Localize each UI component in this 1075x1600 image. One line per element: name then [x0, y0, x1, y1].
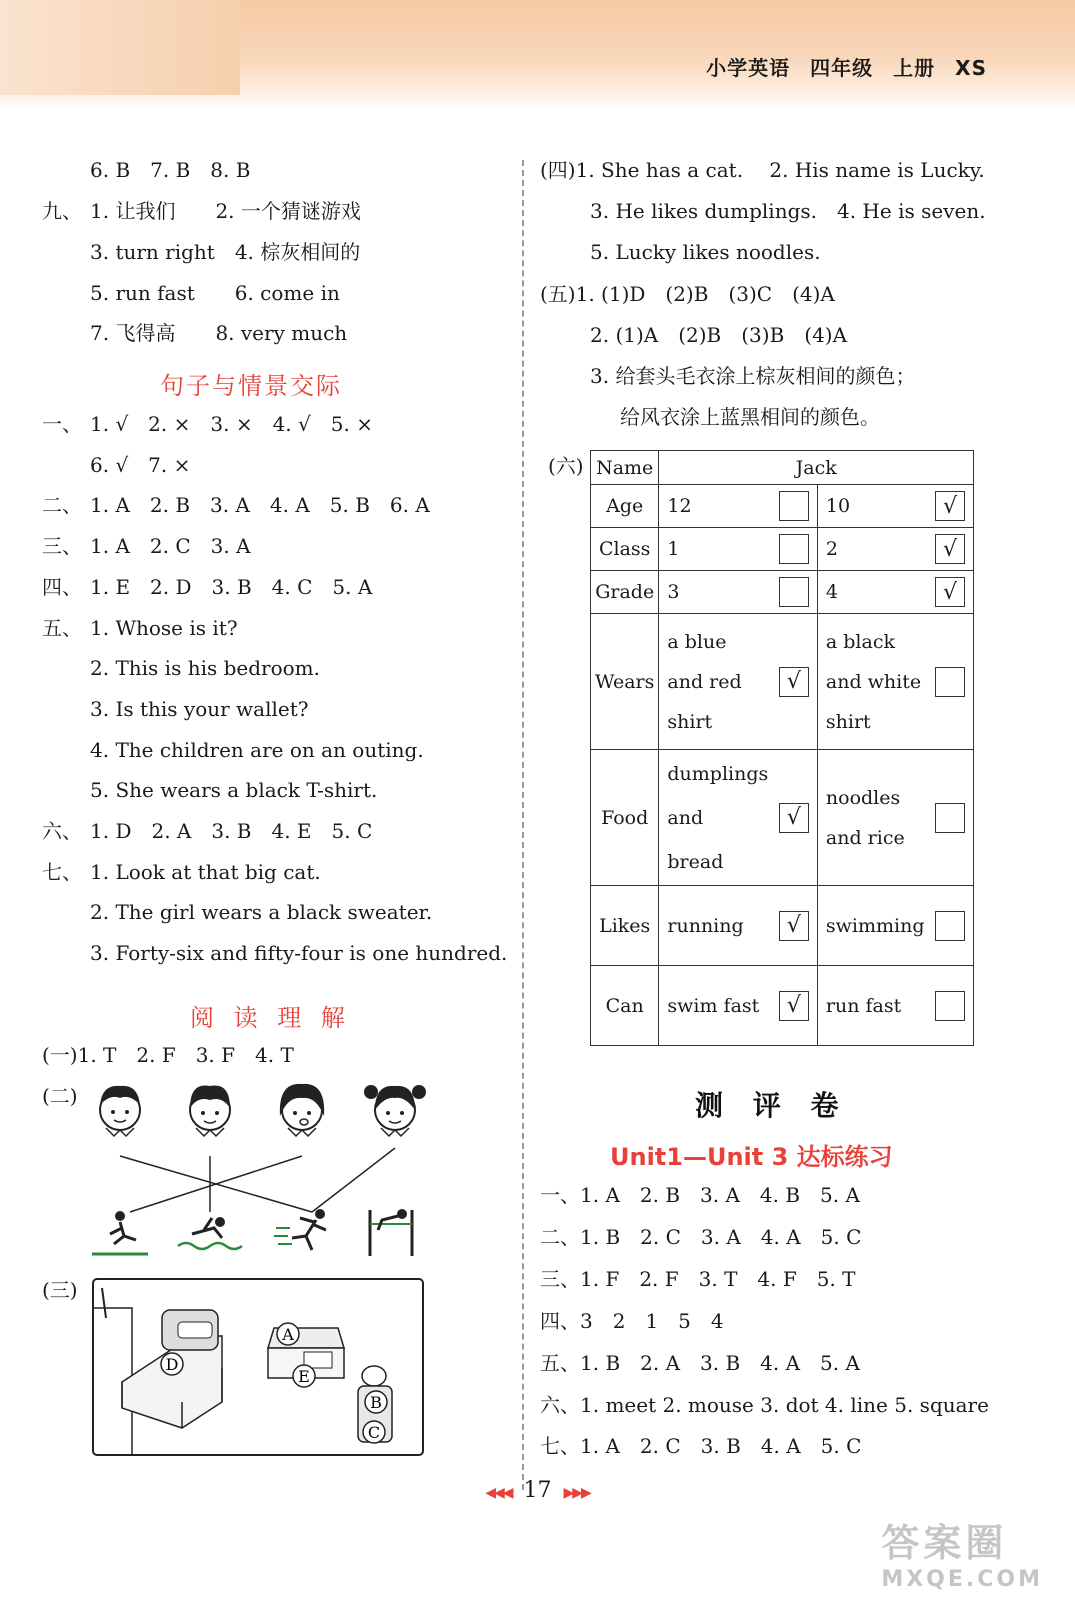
cell-text: shirt [667, 710, 713, 733]
cell-text: a black [825, 630, 895, 653]
running-icon [274, 1209, 326, 1250]
cell-text: and red [667, 670, 742, 693]
table-row [591, 750, 974, 886]
table-row [591, 966, 974, 1046]
answer-line: 二、1. B 2. C 3. A 4. A 5. C [540, 1225, 862, 1249]
checkbox[interactable] [779, 534, 809, 564]
cell-text: 10 [825, 495, 851, 517]
svg-text:C: C [367, 1423, 381, 1442]
cell-text: swimming [825, 914, 925, 937]
answer-line: (五)1. (1)D (2)B (3)C (4)A [540, 282, 835, 306]
answer-line: 4. The children are on an outing. [90, 738, 424, 762]
match-line [312, 1148, 395, 1212]
checkbox[interactable] [935, 667, 965, 697]
answer-line: 3. Forty-six and fifty-four is one hundred. [90, 941, 508, 965]
section-marker: 四、 [42, 575, 82, 599]
table-row [591, 571, 974, 614]
section-marker: 九、 [42, 199, 82, 223]
cell-text: and rice [825, 826, 905, 849]
checkbox[interactable]: √ [935, 534, 965, 564]
info-table [590, 450, 974, 1046]
answer-line: 1. D 2. A 3. B 4. E 5. C [90, 819, 373, 843]
section-marker: 七、 [42, 860, 82, 884]
checkbox[interactable]: √ [779, 803, 809, 833]
answer-line: 六、1. meet 2. mouse 3. dot 4. line 5. square [540, 1393, 989, 1417]
checkbox[interactable] [935, 911, 965, 941]
swimming-icon [178, 1217, 242, 1249]
checkbox[interactable] [935, 803, 965, 833]
answer-label: (六) [548, 454, 584, 478]
answer-line: 给风衣涂上蓝黑相间的颜色。 [620, 405, 880, 429]
boy-face-icon [100, 1086, 140, 1136]
svg-text:E: E [298, 1367, 310, 1386]
answer-line: 5. Lucky likes noodles. [590, 240, 821, 264]
cell-text: 12 [667, 495, 692, 517]
header-edition: XS [955, 56, 987, 80]
girl-face-icon [280, 1084, 324, 1136]
answer-line: 1. E 2. D 3. B 4. C 5. A [90, 575, 373, 599]
checkbox[interactable]: √ [779, 911, 809, 941]
column-divider [522, 160, 524, 1490]
table-row [591, 886, 974, 966]
answer-line: 四、3 2 1 5 4 [540, 1309, 724, 1333]
match-line [130, 1156, 302, 1212]
unit-title: Unit1—Unit 3 达标练习 [610, 1143, 893, 1171]
header-info [686, 52, 987, 81]
checkbox[interactable]: √ [779, 667, 809, 697]
header-grade: 四年级 [810, 56, 874, 80]
table-row [591, 485, 974, 528]
cell-text: dumplings [667, 762, 769, 785]
high-jump-icon [370, 1209, 412, 1256]
row-label: Grade [591, 571, 659, 614]
answer-line: 3. turn right 4. 棕灰相间的 [90, 240, 361, 264]
answer-line: 2. (1)A (2)B (3)B (4)A [590, 323, 848, 347]
checkbox[interactable] [779, 577, 809, 607]
watermark [881, 1512, 1043, 1592]
section-marker: 二、 [42, 493, 82, 517]
svg-text:D: D [165, 1355, 179, 1374]
answer-line: 1. 让我们 2. 一个猜谜游戏 [90, 199, 361, 223]
answer-line: 三、1. F 2. F 3. T 4. F 5. T [540, 1267, 856, 1291]
answer-line: 6. B 7. B 8. B [90, 158, 251, 182]
cell-text: 4 [825, 581, 838, 603]
answer-line: 七、1. A 2. C 3. B 4. A 5. C [540, 1434, 862, 1458]
checkbox[interactable]: √ [935, 577, 965, 607]
svg-text:B: B [370, 1393, 382, 1412]
checkbox[interactable]: √ [935, 491, 965, 521]
answer-line: 6. √ 7. × [90, 453, 191, 477]
answer-line: 2. This is his bedroom. [90, 656, 320, 680]
room-label-e [293, 1365, 315, 1387]
next-arrows-icon: ▶▶▶ [551, 1485, 590, 1501]
room-label-a [277, 1323, 299, 1345]
section-marker: 五、 [42, 616, 82, 640]
row-label: Food [591, 750, 659, 886]
section-marker: 一、 [42, 412, 82, 436]
row-label: Class [591, 528, 659, 571]
row-label: Can [591, 966, 659, 1046]
cell-text: bread [667, 850, 724, 873]
answer-label: (三) [42, 1278, 78, 1302]
room-label-b [365, 1391, 387, 1413]
table-header-value: Jack [659, 451, 974, 485]
answer-line: 3. Is this your wallet? [90, 697, 309, 721]
cell-text: a blue [667, 630, 727, 653]
section-marker: 六、 [42, 819, 82, 843]
cell-text: shirt [825, 710, 871, 733]
table-header-label: Name [591, 451, 659, 485]
boy-face-icon [190, 1085, 230, 1136]
cell-text: swim fast [667, 994, 760, 1017]
header-volume: 上册 [893, 56, 936, 80]
answer-line: 5. run fast 6. come in [90, 281, 340, 305]
answer-line: 一、1. A 2. B 3. A 4. B 5. A [540, 1183, 860, 1207]
watermark-url: MXQE.COM [881, 1567, 1043, 1592]
room-label-d [161, 1353, 183, 1375]
table-row [591, 614, 974, 750]
answer-line: 2. The girl wears a black sweater. [90, 900, 433, 924]
answer-line: 5. She wears a black T-shirt. [90, 778, 378, 802]
cell-text: and white [825, 670, 922, 693]
cell-text: 3 [667, 581, 680, 603]
sitting-person-icon [92, 1211, 148, 1254]
cell-text: noodles [825, 786, 901, 809]
row-label: Wears [591, 614, 659, 750]
row-label: Age [591, 485, 659, 528]
cell-text: 2 [825, 538, 838, 560]
answer-line: 3. He likes dumplings. 4. He is seven. [590, 199, 986, 223]
answer-line: 1. Whose is it? [90, 616, 238, 640]
answer-label: (二) [42, 1084, 78, 1108]
row-label: Likes [591, 886, 659, 966]
prev-arrows-icon: ◀◀◀ [485, 1485, 524, 1501]
answer-line: 1. √ 2. × 3. × 4. √ 5. × [90, 412, 373, 436]
bedroom-illustration [92, 1278, 424, 1456]
page-footer [0, 1478, 1075, 1503]
answer-line: 1. A 2. B 3. A 4. A 5. B 6. A [90, 493, 430, 517]
answer-line: (四)1. She has a cat. 2. His name is Lucky. [540, 158, 985, 182]
answer-line: (一)1. T 2. F 3. F 4. T [42, 1043, 294, 1067]
answer-line: 7. 飞得高 8. very much [90, 321, 348, 345]
room-label-c [363, 1421, 385, 1443]
page-number: 17 [523, 1478, 552, 1503]
answer-line: 1. A 2. C 3. A [90, 534, 251, 558]
section-marker: 三、 [42, 534, 82, 558]
table-row [591, 528, 974, 571]
answer-line: 五、1. B 2. A 3. B 4. A 5. A [540, 1351, 860, 1375]
checkbox[interactable]: √ [779, 991, 809, 1021]
checkbox[interactable] [935, 991, 965, 1021]
exam-title: 测 评 卷 [695, 1089, 849, 1122]
girl-face-icon [364, 1085, 426, 1136]
svg-text:A: A [282, 1325, 294, 1344]
section-title: 阅 读 理 解 [190, 1004, 351, 1032]
answer-line: 1. Look at that big cat. [90, 860, 321, 884]
section-title: 句子与情景交际 [160, 372, 342, 400]
cell-text: and [667, 806, 704, 829]
cell-text: running [667, 914, 744, 937]
checkbox[interactable] [779, 491, 809, 521]
cell-text: run fast [825, 994, 902, 1017]
answer-line: 3. 给套头毛衣涂上棕灰相间的颜色； [590, 364, 916, 388]
header-subject: 小学英语 [706, 56, 791, 80]
cell-text: 1 [667, 538, 680, 560]
matching-illustration [90, 1080, 510, 1270]
watermark-logo: 答案圈 [881, 1521, 1008, 1565]
